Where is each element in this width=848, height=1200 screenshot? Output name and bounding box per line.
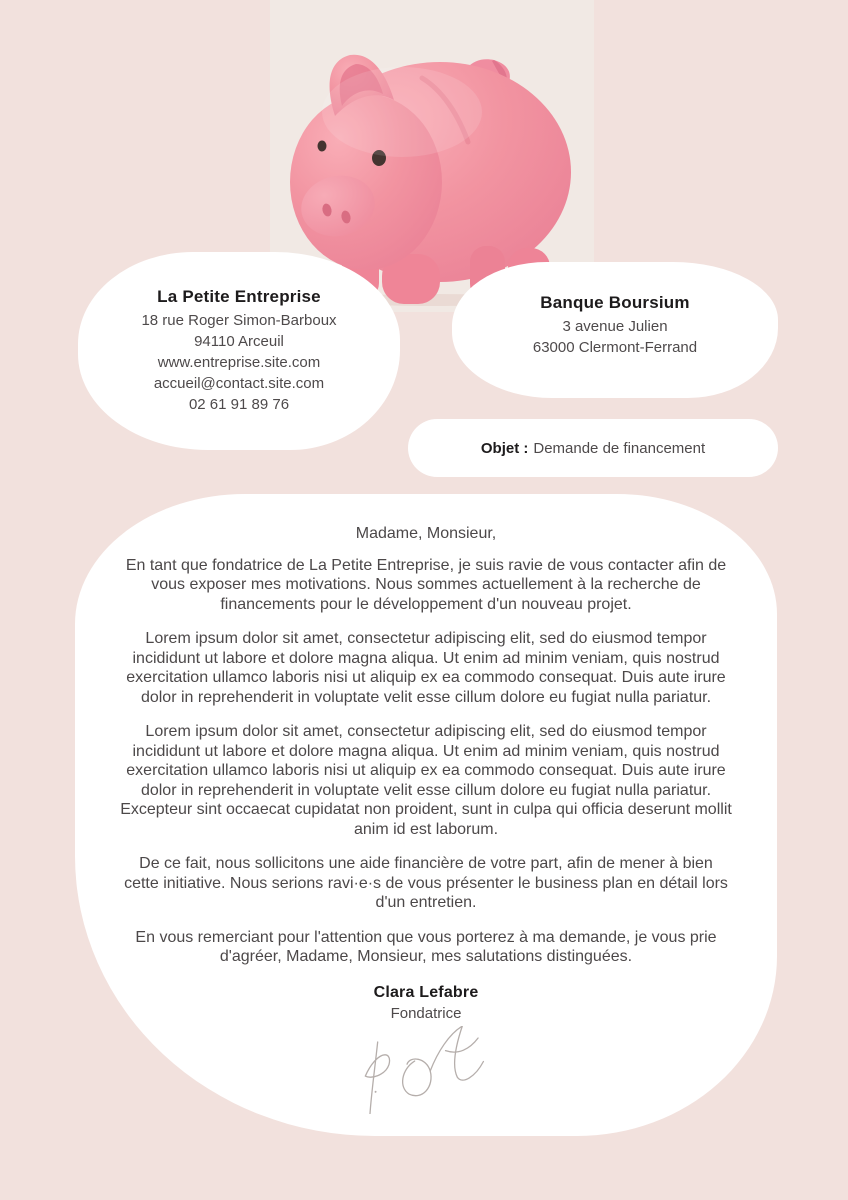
- letter-paragraph: En vous remerciant pour l'attention que vous porterez à ma demande, je vous prie d'agréer, Madame, Monsieur, mes salutations distinguées.: [135, 928, 717, 965]
- handwritten-signature-icon: [352, 1026, 494, 1114]
- letter-paragraph: Lorem ipsum dolor sit amet, consectetur adipiscing elit, sed do eiusmod tempor incididunt ut labore et dolore magna aliqua. Ut enim ad minim veniam, quis nostrud exercitation ullamco laboris nisi ut aliquip ex ea commodo consequat. Duis aute irure dolor in reprehenderit in voluptate velit esse cillum dolore eu fugiat nulla pariatur.: [126, 630, 726, 706]
- sender-phone: 02 61 91 89 76: [188, 396, 290, 413]
- recipient-name: Banque Boursium: [540, 293, 690, 312]
- recipient-card: [452, 262, 778, 398]
- letter-paragraph: De ce fait, nous sollicitons une aide financière de votre part, afin de mener à bien cette initiative. Nous serions ravi·e·s de vous présenter le business plan en détail lors d'un entretien.: [124, 855, 728, 911]
- letter-salutation: Madame, Monsieur,: [355, 525, 497, 542]
- recipient-address-line-2: 63000 Clermont-Ferrand: [532, 339, 698, 356]
- sender-website: www.entreprise.site.com: [157, 354, 321, 371]
- sender-address-line-1: 18 rue Roger Simon-Barboux: [141, 312, 337, 329]
- subject-pill: [408, 419, 778, 477]
- subject-value: Demande de financement: [533, 439, 706, 457]
- sender-card: [78, 252, 400, 450]
- pig-eye: [318, 141, 327, 152]
- signature-name: Clara Lefabre: [373, 983, 479, 1001]
- signature-block: [120, 983, 732, 1024]
- letter-paragraph: En tant que fondatrice de La Petite Entreprise, je suis ravie de vous contacter afin de vous exposer mes motivations. Nous sommes actuellement à la recherche de financements pour le développement d'un nouveau projet.: [125, 556, 727, 613]
- subject-label: Objet :: [480, 439, 529, 457]
- sender-address-line-2: 94110 Arceuil: [194, 333, 284, 350]
- sender-name: La Petite Entreprise: [157, 287, 321, 306]
- letter-paragraph: Lorem ipsum dolor sit amet, consectetur adipiscing elit, sed do eiusmod tempor incididunt ut labore et dolore magna aliqua. Ut enim ad minim veniam, quis nostrud exercitation ullamco laboris nisi ut aliquip ex ea commodo consequat. Duis aute irure dolor in reprehenderit in voluptate velit esse cillum dolore eu fugiat nulla pariatur. Excepteur sint occaecat cupidatat non proident, sunt in culpa qui officia deserunt mollit anim id est laborum.: [120, 723, 732, 838]
- recipient-address-line-1: 3 avenue Julien: [562, 318, 668, 335]
- signature-title: Fondatrice: [390, 1005, 462, 1022]
- sender-email: accueil@contact.site.com: [153, 375, 325, 392]
- letter-body: [120, 524, 732, 1024]
